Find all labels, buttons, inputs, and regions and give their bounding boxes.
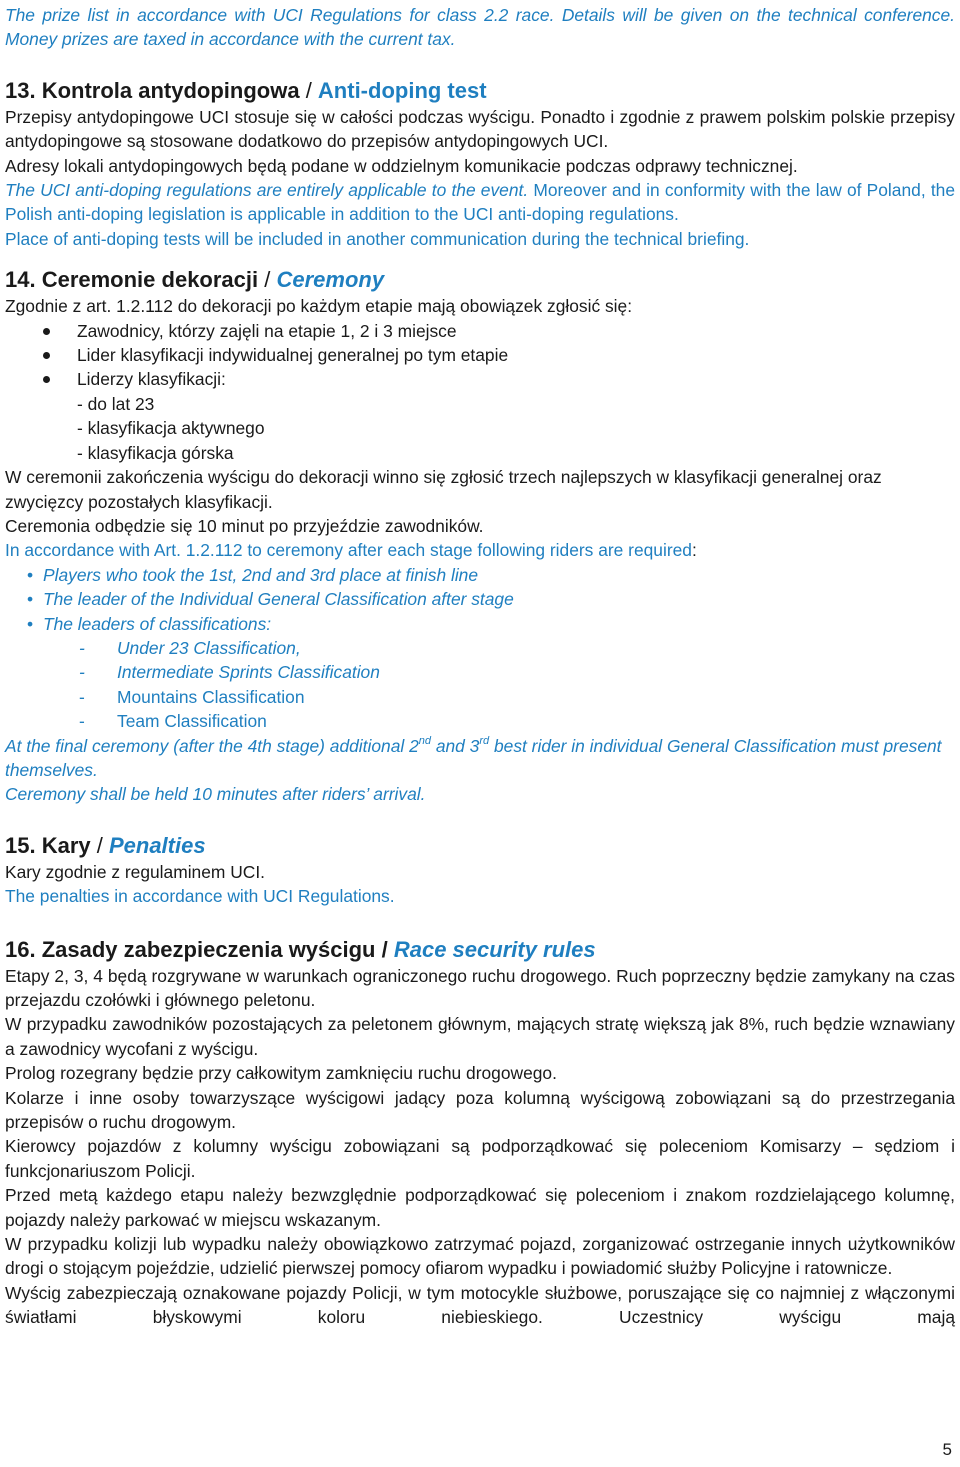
list-item: Liderzy klasyfikacji:	[5, 367, 955, 391]
sub-list-item: - klasyfikacja aktywnego	[77, 418, 265, 439]
section-13-title-pl: 13. Kontrola antydopingowa	[5, 77, 300, 103]
page-number: 5	[942, 1440, 952, 1459]
s14-final-ceremony-pl: W ceremonii zakończenia wyścigu do dekoracji winno się zgłosić trzech najlepszych w klasyfikacji generalnej oraz zwycięzcy pozostałych klasyfikacji.	[5, 467, 882, 512]
s14-english-sub-list	[5, 636, 955, 734]
section-15-title-pl: 15. Kary	[5, 832, 91, 858]
s16-paragraph: Wyścig zabezpieczają oznakowane pojazdy Policji, w tym motocykle służbowe, poruszające się co najmniej z włączonymi światłami błyskowymi koloru niebieskiego. Uczestnicy wyścigu mają	[5, 1282, 955, 1328]
ordinal-suffix: nd	[418, 734, 431, 747]
sub-list-item: - klasyfikacja górska	[77, 442, 234, 463]
s13-english-1a: The UCI anti-doping regulations are entirely applicable to the event.	[5, 180, 529, 201]
s14-intro: Zgodnie z art. 1.2.112 do dekoracji po każdym etapie mają obowiązek zgłosić się:	[5, 296, 633, 317]
heading-separator: /	[258, 267, 277, 293]
section-13-heading	[5, 76, 955, 105]
list-item	[5, 563, 955, 587]
heading-separator: /	[375, 936, 394, 962]
sub-list-item: - Mountains Classification	[5, 685, 955, 709]
final-text-a: At the final ceremony (after the 4th stage) additional 2	[5, 735, 419, 756]
section-15-title-en: Penalties	[108, 832, 206, 858]
s14-english-time: Ceremony shall be held 10 minutes after riders’ arrival.	[5, 784, 426, 805]
s16-paragraph: Kierowcy pojazdów z kolumny wyścigu zobowiązani są podporządkować się poleceniom Komisarzy – sędziom i funkcjonariuszom Policji.	[5, 1136, 955, 1181]
section-16-title-en: Race security rules	[393, 936, 596, 962]
list-item-text: The leader of the Individual General Classification after stage	[43, 589, 514, 610]
s14-english-intro-colon: :	[691, 540, 697, 561]
s14-english-intro	[5, 538, 955, 562]
s16-paragraph: W przypadku kolizji lub wypadku należy obowiązkowo zatrzymać pojazd, zorganizować ostrzeganie innych użytkowników drogi o stojącym pojeździe, udzielić pierwszej pomocy ofiarom wypadku i powiadomić służby Policyjne i ratownicze.	[5, 1234, 955, 1279]
sub-list-item: - do lat 23	[77, 393, 155, 414]
s14-english-intro-text: In accordance with Art. 1.2.112 to ceremony after each stage following riders are required	[5, 540, 692, 561]
section-14-title-pl: 14. Ceremonie dekoracji	[5, 267, 259, 293]
heading-separator: /	[90, 832, 109, 858]
s16-paragraph: Prolog rozegrany będzie przy całkowitym zamknięciu ruchu drogowego.	[5, 1063, 557, 1084]
final-text-b: and 3	[431, 735, 480, 756]
s14-english-final-ceremony	[5, 734, 955, 783]
s14-english-bullet-list	[5, 563, 955, 636]
section-14-heading	[5, 265, 955, 294]
s15-english: The penalties in accordance with UCI Regulations.	[5, 886, 395, 907]
s16-paragraph: W przypadku zawodników pozostających za peletonem głównym, mających stratę większą jak 8%, ruch będzie wznawiany a zawodnicy wycofani z wyścigu.	[5, 1014, 955, 1059]
sub-list-item: - Intermediate Sprints Classification	[5, 660, 955, 684]
list-item: Lider klasyfikacji indywidualnej generalnej po tym etapie	[5, 343, 955, 367]
s16-paragraph: Etapy 2, 3, 4 będą rozgrywane w warunkach ograniczonego ruchu drogowego. Ruch poprzeczny będzie zamykany na czas przejazdu czołówki i głównego peletonu.	[5, 965, 955, 1010]
section-14-title-en: Ceremony	[276, 267, 385, 293]
list-item-text: The leaders of classifications:	[43, 613, 272, 634]
intro-english: The prize list in accordance with UCI Regulations for class 2.2 race. Details will be given on the technical conference. Money prizes are taxed in accordance with the current tax.	[5, 5, 955, 50]
list-item-text: Players who took the 1st, 2nd and 3rd place at finish line	[43, 564, 479, 585]
s15-polish: Kary zgodnie z regulaminem UCI.	[5, 861, 266, 882]
list-item	[5, 587, 955, 611]
s13-english-1	[5, 178, 955, 227]
s13-paragraph-2: Adresy lokali antydopingowych będą podane w oddzielnym komunikacie podczas odprawy technicznej.	[5, 155, 798, 176]
s13-english-2: Place of anti-doping tests will be included in another communication during the technical briefing.	[5, 228, 750, 249]
sub-list-item: - Under 23 Classification,	[5, 636, 955, 660]
s16-paragraph: Przed metą każdego etapu należy bezwzględnie podporządkować się poleceniom i znakom rozdzielającego kolumnę, pojazdy należy parkować w miejscu wskazanym.	[5, 1185, 955, 1230]
sub-list-item: - Team Classification	[5, 709, 955, 733]
document-page	[5, 3, 955, 1330]
ordinal-suffix: rd	[479, 734, 490, 747]
s14-bullet-list	[5, 319, 955, 392]
final-text-c: best rider in individual General Classification must present themselves.	[5, 735, 942, 780]
heading-separator: /	[299, 77, 318, 103]
s13-paragraph-1: Przepisy antydopingowe UCI stosuje się w całości podczas wyścigu. Ponadto i zgodnie z prawem polskim polskie przepisy antydopingowe są stosowane dodatkowo do przepisów antydopingowych UCI.	[5, 106, 955, 152]
list-item	[5, 612, 955, 636]
list-item: Zawodnicy, którzy zajęli na etapie 1, 2 i 3 miejsce	[5, 319, 955, 343]
s13-english-1b: Moreover and in conformity with the law of Poland, the Polish anti-doping legislation is applicable in addition to the UCI anti-doping regulations.	[5, 180, 955, 225]
s16-paragraph: Kolarze i inne osoby towarzyszące wyścigowi jadący poza kolumną wyścigową zobowiązani są do przestrzegania przepisów o ruchu drogowym.	[5, 1087, 955, 1133]
section-13-title-en: Anti-doping test	[317, 77, 487, 103]
section-16-title-pl: 16. Zasady zabezpieczenia wyścigu	[5, 936, 376, 962]
s14-time-pl: Ceremonia odbędzie się 10 minut po przyjeździe zawodników.	[5, 515, 484, 536]
section-16-heading	[5, 935, 955, 964]
section-15-heading	[5, 831, 955, 860]
